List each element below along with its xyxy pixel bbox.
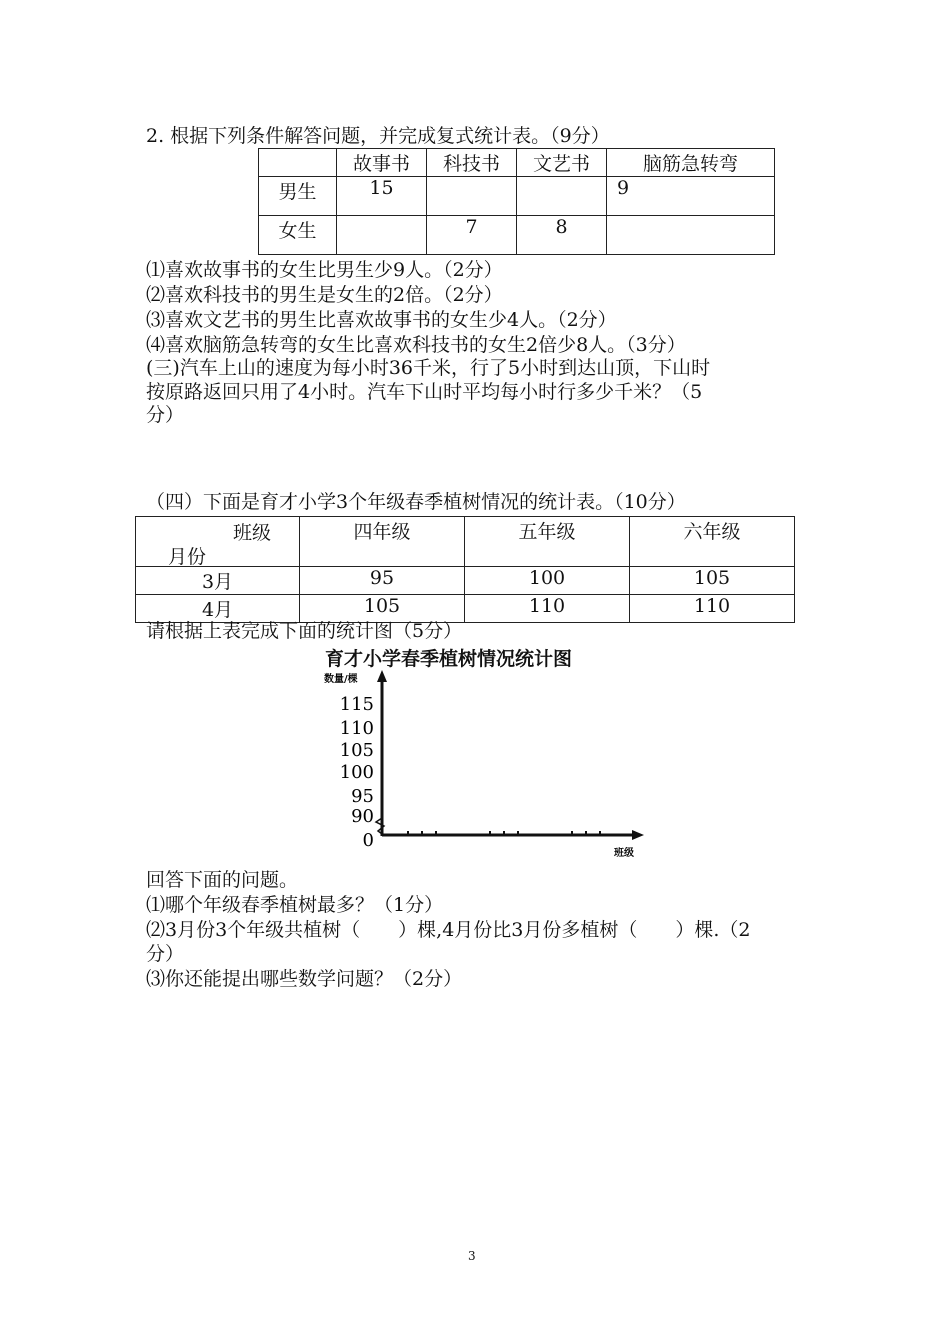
q2-condition: ⑶喜欢文艺书的男生比喜欢故事书的女生少4人。（2分） (146, 309, 617, 331)
y-tick-label: 110 (339, 718, 374, 739)
q2-table (258, 148, 775, 255)
y-axis-arrow (377, 670, 387, 682)
q2-cell: 8 (517, 216, 607, 255)
q4-table (135, 516, 795, 623)
q4-cell: 100 (465, 567, 630, 595)
table-row (136, 567, 795, 595)
q2-condition: ⑷喜欢脑筋急转弯的女生比喜欢科技书的女生2倍少8人。（3分） (146, 334, 686, 356)
q3-line: (三)汽车上山的速度为每小时36千米，行了5小时到达山顶，下山时 (146, 357, 711, 379)
q4-header-cell: 六年级 (630, 517, 795, 567)
y-tick-label: 100 (339, 762, 374, 783)
x-axis-ticks (408, 831, 600, 835)
y-tick-label: 90 (351, 806, 374, 827)
q4-corner-cell (136, 517, 300, 567)
q4-header-cell: 五年级 (465, 517, 630, 567)
q2-cell: 7 (427, 216, 517, 255)
y-axis-label: 数量/棵 (324, 674, 358, 685)
q4-table-header-row (136, 517, 795, 567)
q4-row-label: 3月 (136, 567, 300, 595)
y-tick-label: 0 (362, 830, 374, 851)
x-axis-arrow (632, 830, 644, 840)
q2-title: 2. 根据下列条件解答问题，并完成复式统计表。（9分） (146, 125, 610, 147)
q2-header-cell: 脑筋急转弯 (607, 149, 775, 177)
table-row (259, 177, 775, 216)
y-tick-label: 105 (339, 740, 374, 761)
q2-header-cell: 科技书 (427, 149, 517, 177)
q2-header-cell: 文艺书 (517, 149, 607, 177)
y-tick-label: 95 (351, 786, 374, 807)
table-row (259, 216, 775, 255)
q2-condition: ⑴喜欢故事书的女生比男生少9人。（2分） (146, 259, 503, 281)
q3-line: 按原路返回只用了4小时。汽车下山时平均每小时行多少千米？（5 (146, 381, 703, 403)
q4-header-cell: 四年级 (300, 517, 465, 567)
q4-cell: 105 (300, 595, 465, 623)
y-tick-label: 115 (339, 694, 374, 715)
q3-line: 分） (146, 404, 185, 426)
q2-cell: 15 (337, 177, 427, 216)
q2-cell (337, 216, 427, 255)
q4-question: ⑶你还能提出哪些数学问题？（2分） (146, 968, 463, 990)
q4-corner-bottom: 月份 (168, 546, 207, 568)
q4-question: 分） (146, 943, 185, 965)
bar-chart (300, 668, 660, 868)
q2-header-cell: 故事书 (337, 149, 427, 177)
chart-title: 育才小学春季植树情况统计图 (325, 648, 573, 670)
q2-cell (607, 216, 775, 255)
q2-table-header-row (259, 149, 775, 177)
q4-questions-intro: 回答下面的问题。 (146, 869, 299, 891)
y-axis-tick-labels (340, 694, 374, 851)
q2-cell (427, 177, 517, 216)
q4-cell: 105 (630, 567, 795, 595)
q4-title: （四）下面是育才小学3个年级春季植树情况的统计表。（10分） (146, 491, 686, 513)
q4-row-label: 4月 (136, 595, 300, 623)
q4-question: ⑵3月份3个年级共植树（ ）棵,4月份比3月份多植树（ ）棵.（2 (146, 919, 751, 941)
q2-condition: ⑵喜欢科技书的男生是女生的2倍。（2分） (146, 284, 503, 306)
q4-cell: 110 (465, 595, 630, 623)
q4-cell: 95 (300, 567, 465, 595)
q4-corner-top: 班级 (233, 522, 272, 544)
q4-cell: 110 (630, 595, 795, 623)
q2-cell: 9 (607, 177, 775, 216)
x-axis-label: 班级 (614, 848, 634, 859)
q2-row-label: 女生 (259, 216, 337, 255)
q4-question: ⑴哪个年级春季植树最多？（1分） (146, 894, 444, 916)
q4-chart-prompt: 请根据上表完成下面的统计图（5分） (146, 620, 463, 642)
q2-row-label: 男生 (259, 177, 337, 216)
q2-cell (517, 177, 607, 216)
q2-header-cell (259, 149, 337, 177)
page-number: 3 (468, 1249, 476, 1263)
